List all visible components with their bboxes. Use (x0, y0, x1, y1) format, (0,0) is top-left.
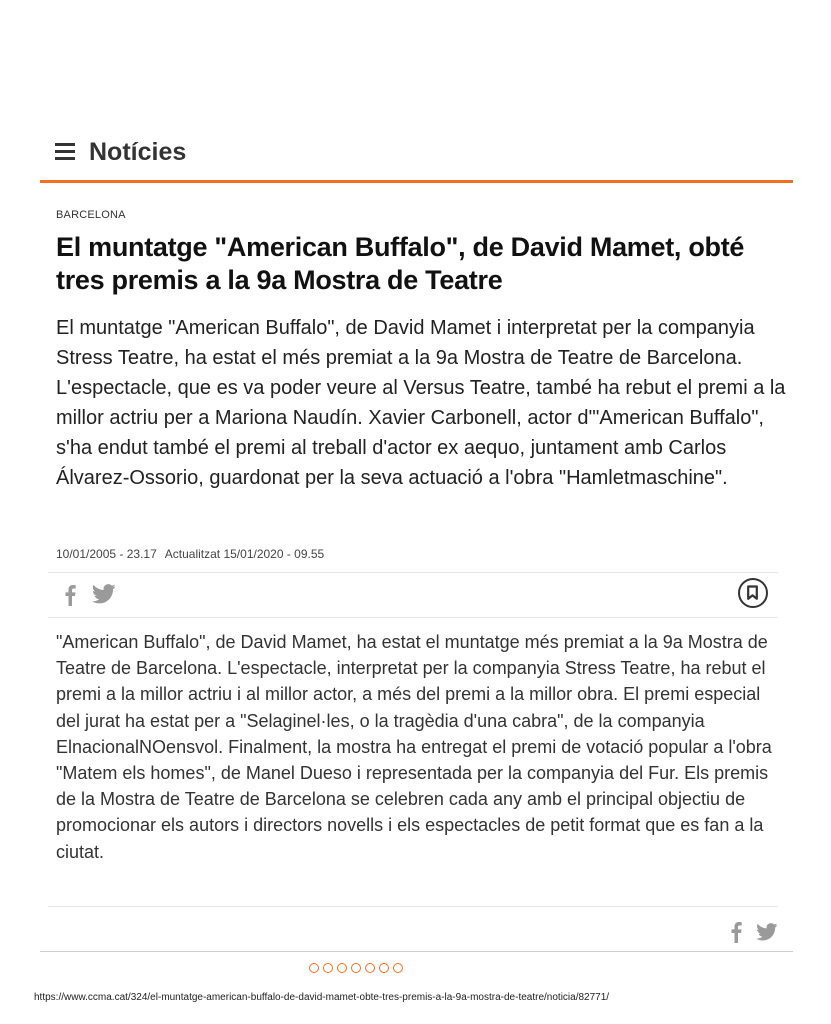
article-body: "American Buffalo", de David Mamet, ha estat el muntatge més premiat a la 9a Mostra de Teatre de Barcelona. L'espectacle, interpretat per la companyia Stress Teatre, ha rebut el premi a la millor actriu i al millor actor, a més del premi a la millor obra. El premi especial del jurat ha estat per a "Selaginel·les, o la tragèdia d'una cabra", de la companyia ElnacionalNOensvol. Finalment, la mostra ha entregat el premi de votació popular a l'obra "Matem els homes", de Manel Dueso i representada per la companyia del Fur. Els premis de la Mostra de Teatre de Barcelona se celebren cada any amb el principal objectiu de promocionar els autors i directors novells i els espectacles de petit format que es fan a la ciutat. (56, 632, 772, 862)
pagination-dot[interactable] (323, 963, 333, 973)
facebook-icon[interactable] (730, 921, 742, 948)
article-headline: El muntatge "American Buffalo", de David Mamet, obté tres premis a la 9a Mostra de Teatre (56, 232, 745, 295)
facebook-icon[interactable] (64, 584, 76, 611)
section-header (40, 136, 793, 183)
pagination-dot[interactable] (309, 963, 319, 973)
hamburger-menu-icon[interactable] (55, 143, 77, 163)
article-location: BARCELONA (56, 209, 126, 221)
share-bar-bottom (48, 906, 778, 953)
bookmark-icon[interactable] (738, 578, 768, 608)
pagination-dot[interactable] (337, 963, 347, 973)
pagination-dot[interactable] (393, 963, 403, 973)
divider (40, 951, 793, 952)
article-dates (56, 547, 324, 561)
twitter-icon[interactable] (756, 923, 778, 946)
pagination-dot[interactable] (379, 963, 389, 973)
pagination-dot[interactable] (365, 963, 375, 973)
article-lead: El muntatge "American Buffalo", de David Mamet i interpretat per la companyia Stress Teatre, ha estat el més premiat a la 9a Mostra de Teatre de Barcelona. L'espectacle, que es va poder veure al Versus Teatre, també ha rebut el premi a la millor actriu per a Mariona Naudín. Xavier Carbonell, actor d'"American Buffalo", s'ha endut també el premi al treball d'actor ex aequo, juntament amb Carlos Álvarez-Ossorio, guardonat per la seva actuació a l'obra "Hamletmaschine". (56, 317, 786, 489)
page-url: https://www.ccma.cat/324/el-muntatge-american-buffalo-de-david-mamet-obte-tres-premis-a-la-9a-mostra-de-teatre/noticia/82771/ (34, 992, 610, 1003)
twitter-icon[interactable] (92, 584, 116, 609)
share-bar-top (48, 572, 778, 618)
section-title[interactable]: Notícies (89, 138, 187, 166)
publish-date: 10/01/2005 - 23.17 (56, 547, 157, 561)
pagination-dots (309, 963, 403, 977)
update-date: Actualitzat 15/01/2020 - 09.55 (164, 547, 325, 561)
pagination-dot[interactable] (351, 963, 361, 973)
